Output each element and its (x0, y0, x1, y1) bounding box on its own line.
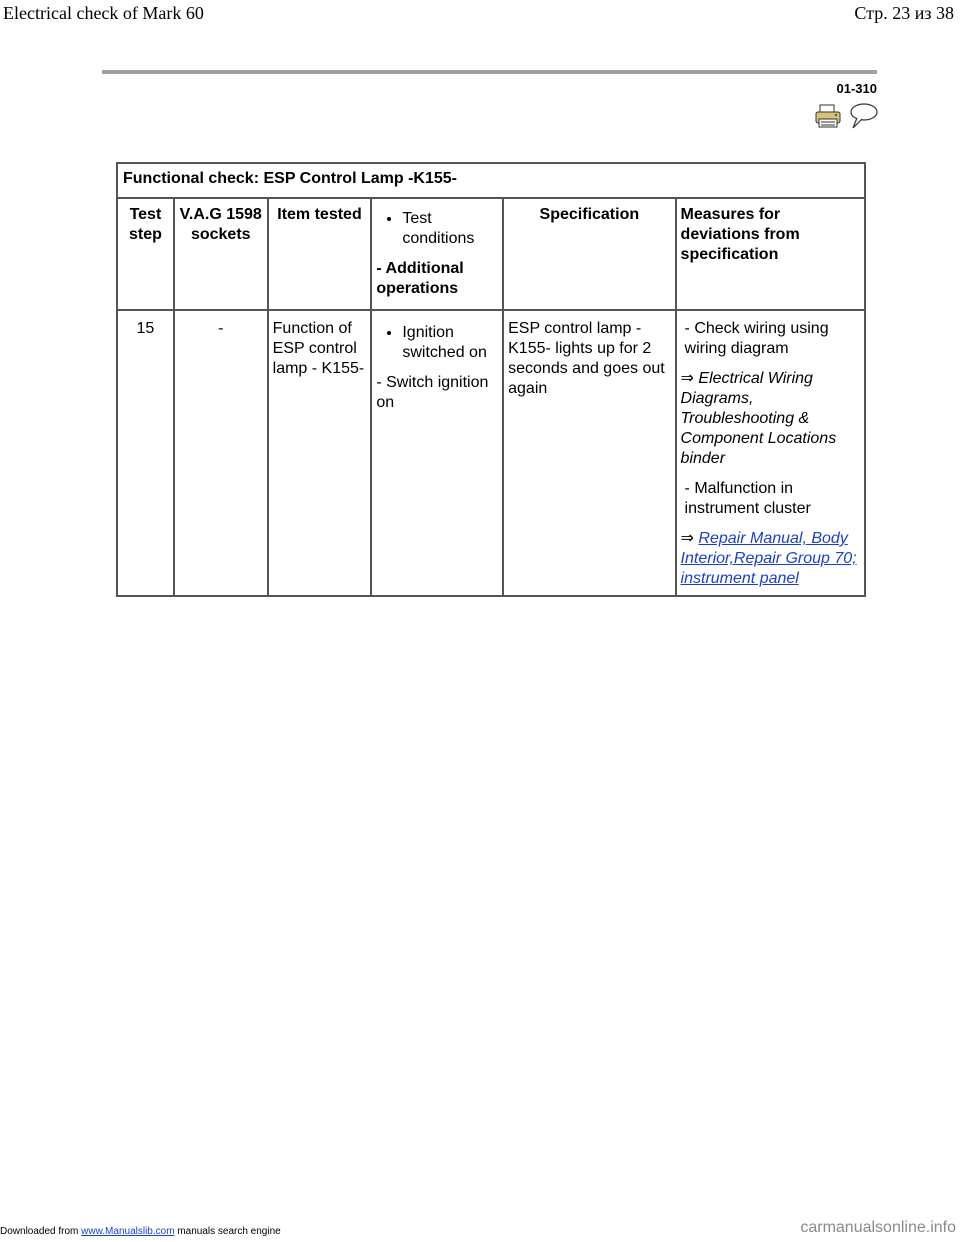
reference-wiring-text: Electrical Wiring Diagrams, Troubleshooting & Component Locations binder (680, 370, 837, 467)
header-test-step: Test step (117, 198, 174, 310)
page-counter: Стр. 23 из 38 (854, 3, 954, 23)
cell-item-tested: Function of ESP control lamp - K155- (268, 310, 372, 596)
cell-measures (676, 310, 865, 596)
manualslib-link[interactable]: www.Manualslib.com (81, 1226, 175, 1237)
measure-check-wiring: - Check wiring using wiring diagram (684, 320, 829, 357)
header-specification: Specification (503, 198, 675, 310)
document-number: 01-310 (836, 81, 877, 96)
footer-prefix: Downloaded from (0, 1226, 82, 1237)
window-titlebar (0, 0, 960, 30)
reference-repair-manual (681, 529, 860, 589)
footer-source (0, 1226, 281, 1237)
cell-specification: ESP control lamp - K155- lights up for 2 seconds and goes out again (503, 310, 675, 596)
arrow-icon: ⇒ (680, 530, 694, 547)
watermark: carmanualsonline.info (800, 1219, 956, 1236)
condition-bullet: • Ignition switched on (402, 323, 498, 363)
header-measures: Measures for deviations from specification (676, 198, 865, 310)
header-vag-sockets: V.A.G 1598 sockets (174, 198, 268, 310)
footer-suffix: manuals search engine (174, 1226, 281, 1237)
header-conditions-additional: - Additional operations (376, 260, 464, 297)
table-row (117, 310, 865, 596)
condition-additional: - Switch ignition on (376, 374, 489, 411)
table-caption: Functional check: ESP Control Lamp -K155- (117, 163, 865, 198)
printer-icon[interactable] (815, 104, 841, 133)
repair-manual-link[interactable]: Repair Manual, Body Interior,Repair Group 70; instrument panel (680, 530, 857, 587)
arrow-icon: ⇒ (680, 370, 694, 387)
cell-test-step: 15 (117, 310, 174, 596)
cell-sockets: - (174, 310, 268, 596)
functional-check-table (116, 162, 866, 597)
header-conditions-bullet: • Test conditions (402, 209, 498, 249)
header-conditions (371, 198, 503, 310)
cell-conditions (371, 310, 503, 596)
speech-bubble-icon[interactable] (847, 102, 879, 135)
header-rule (102, 70, 877, 74)
header-item-tested: Item tested (268, 198, 372, 310)
measure-malfunction: - Malfunction in instrument cluster (684, 480, 811, 517)
table-header-row (117, 198, 865, 310)
reference-wiring-diagrams (681, 369, 860, 469)
page-title: Electrical check of Mark 60 (3, 3, 204, 23)
toolbar-icons (815, 102, 879, 130)
